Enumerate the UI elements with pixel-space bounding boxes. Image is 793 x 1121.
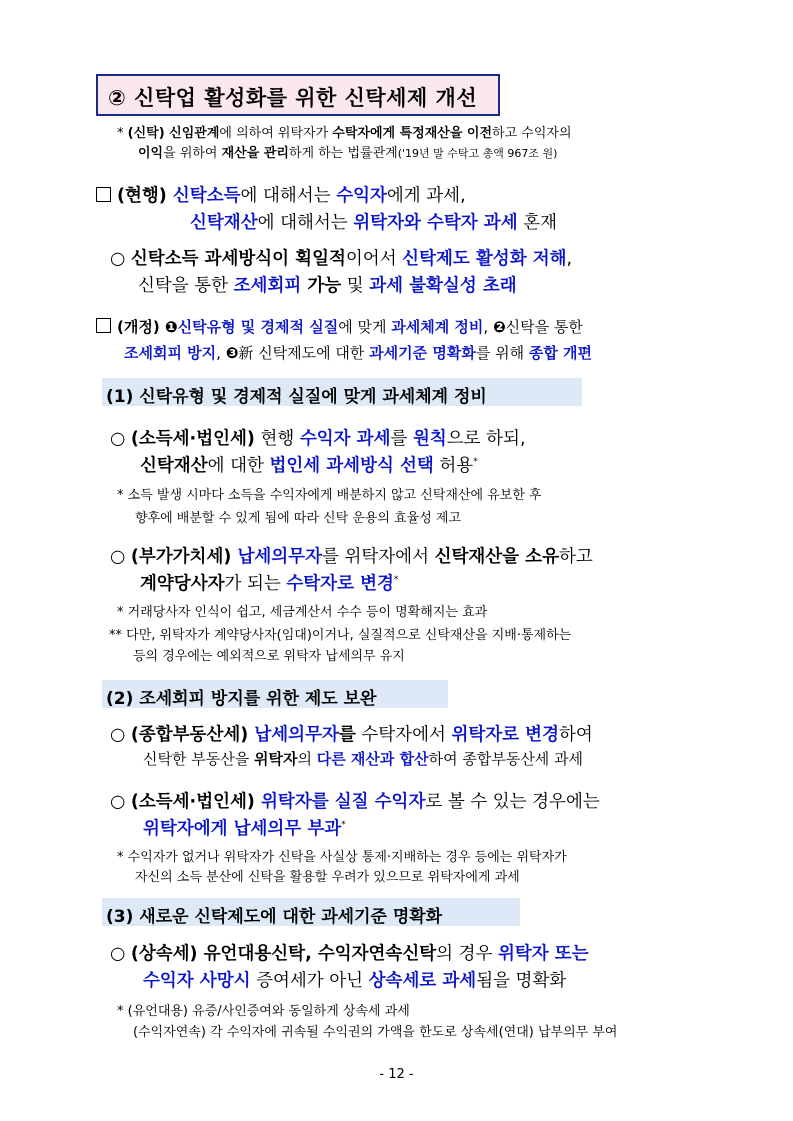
section3-item1-note1: * (유언대용) 유증/사인증여와 동일하게 상속세 과세 [117, 1004, 410, 1019]
section1-item1-note1: * 소득 발생 시마다 소득을 수익자에게 배분하지 않고 신탁재산에 유보한 후 [117, 488, 542, 503]
section2-item2-note2: 자신의 소득 분산에 신탁을 활용할 우려가 있으므로 위탁자에게 과세 [135, 870, 520, 885]
section2-item1-line1: ○ (종합부동산세) 납세의무자를 수탁자에서 위탁자로 변경하여 [110, 725, 593, 745]
section1-item2-line1: ○ (부가가치세) 납세의무자를 위탁자에서 신탁재산을 소유하고 [110, 547, 593, 567]
current-line1: (현행) 신탁소득에 대해서는 수익자에게 과세, [96, 182, 466, 207]
section1-item1-line1: ○ (소득세·법인세) 현행 수익자 과세를 원칙으로 하되, [110, 429, 526, 449]
section1-item2-note3: 등의 경우에는 예외적으로 위탁자 납세의무 유지 [133, 649, 405, 664]
section1-header: (1) 신탁유형 및 경제적 실질에 맞게 과세체계 정비 [106, 387, 487, 407]
section3-item1-note2: (수익자연속) 각 수익자에 귀속될 수익권의 가액을 한도로 상속세(연대) 납부의무 부여 [133, 1025, 618, 1040]
page-title: ② 신탁업 활성화를 위한 신탁세제 개선 [108, 86, 478, 110]
section1-item1-line2: 신탁재산에 대한 법인세 과세방식 선택 허용* [140, 456, 478, 476]
definition-note-line1: * (신탁) 신임관계에 의하여 위탁자가 수탁자에게 특정재산을 이전하고 수익자의 [117, 126, 572, 141]
definition-note-line2: 이익을 위하여 재산을 관리하게 하는 법률관계('19년 말 수탁고 총액 967조 원) [138, 146, 558, 161]
section1-item2-note1: * 거래당사자 인식이 쉽고, 세금계산서 수수 등이 명확해지는 효과 [117, 605, 488, 620]
square-bullet-icon [96, 318, 111, 333]
reform-line1: (개정) ❶신탁유형 및 경제적 실질에 맞게 과세체계 정비, ❷신탁을 통한 [96, 316, 583, 337]
section2-item2-line2: 위탁자에게 납세의무 부과* [143, 819, 346, 839]
current-bullet-line1: ○ 신탁소득 과세방식이 획일적이어서 신탁제도 활성화 저해, [110, 249, 573, 269]
page-number: - 12 - [379, 1067, 414, 1082]
square-bullet-icon [96, 187, 111, 202]
section2-item1-line2: 신탁한 부동산을 위탁자의 다른 재산과 합산하여 종합부동산세 과세 [143, 750, 584, 768]
current-bullet-line2: 신탁을 통한 조세회피 가능 및 과세 불확실성 초래 [138, 276, 517, 296]
current-line2: 신탁재산에 대해서는 위탁자와 수탁자 과세 혼재 [190, 213, 557, 233]
section2-header: (2) 조세회피 방지를 위한 제도 보완 [106, 689, 377, 709]
reform-line2: 조세회피 방지, ❸新 신탁제도에 대한 과세기준 명확화를 위해 종합 개편 [124, 344, 593, 362]
section2-item2-note1: * 수익자가 없거나 위탁자가 신탁을 사실상 통제·지배하는 경우 등에는 위탁자가 [117, 850, 567, 865]
section3-header: (3) 새로운 신탁제도에 대한 과세기준 명확화 [106, 907, 443, 927]
section2-item2-line1: ○ (소득세·법인세) 위탁자를 실질 수익자로 볼 수 있는 경우에는 [110, 792, 600, 812]
section1-item2-note2: ** 다만, 위탁자가 계약당사자(임대)이거나, 실질적으로 신탁재산을 지배·통제하는 [109, 628, 572, 643]
section1-item1-note2: 향후에 배분할 수 있게 됨에 따라 신탁 운용의 효율성 제고 [135, 511, 462, 526]
section3-item1-line1: ○ (상속세) 유언대용신탁, 수익자연속신탁의 경우 위탁자 또는 [110, 944, 589, 964]
section1-item2-line2: 계약당사자가 되는 수탁자로 변경* [140, 574, 399, 594]
section3-item1-line2: 수익자 사망시 증여세가 아닌 상속세로 과세됨을 명확화 [143, 971, 567, 991]
